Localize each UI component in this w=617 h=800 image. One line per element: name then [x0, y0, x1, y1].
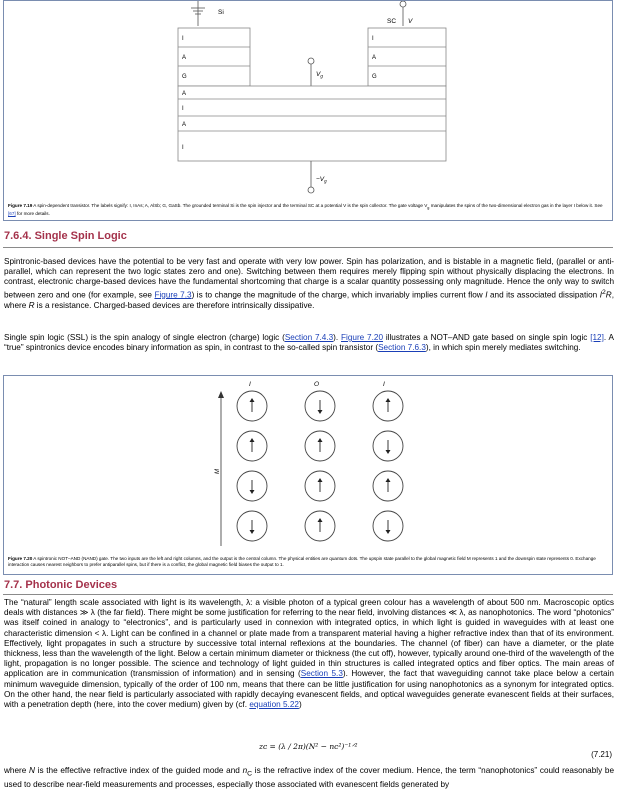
section-rule	[3, 247, 613, 248]
left-layer-a: A	[182, 55, 187, 61]
right-stack	[368, 28, 446, 86]
lower-stack	[178, 86, 446, 161]
quantum-dot-upspin	[305, 511, 335, 541]
gate-terminal	[308, 58, 314, 64]
section-rule-2	[3, 594, 613, 595]
neg-vg-label: $-V_g$	[316, 176, 327, 184]
left-layer-g: G	[182, 74, 187, 80]
sc-terminal	[400, 1, 406, 7]
field-arrow-head	[218, 391, 224, 398]
quantum-dot-upspin	[373, 471, 403, 501]
input-right-label: I	[383, 381, 385, 388]
paragraph-photonics: The “natural” length scale associated with light is its wavelength, λ: a visible photon of a typical green colour has a wavelength of about 500 nm. Macroscopic optics deals with distances ≫ λ (the far field). There might be some justification for referring to the near field, involving distances ≪ λ, as nanophotonics. The word “photonics” was itself coined in analogy to “electronics”, and is particularly used in connexion with integrated optics, in which light is guided in waveguides with at least one characteristic dimension < λ. Light can be confined in a channel or plate made from a transparent material having a higher refractive index than that of its environment. Effectively, light propagates in such a structure by successive total internal reflexions at the boundaries. The channel (of fiber) can have a diameter, or the plate thickness, less than the wavelength of the light. Below a certain minimum diameter or thickness (the cut off), however, typically around one-third of the wavelength of the light, propagation is no longer possible. The science and technology of light guided in thin structures is called integrated optics and fiber optics. The main areas of application are in communication (transmission of information) and in sensing (Section 5.3). However, the fact that waveguiding cannot take place below a certain minimum waveguide dimension, typically of the order of 100 nm, means that there can be little justification for using nanophotonics as a synonym for integrated optics. On the other hand, the near field is particularly associated with rapidly decaying evanescent fields, and optical waveguides generate evanescent fields at their surfaces, with a penetration depth (here, into the cover medium) given by (cf. equation 5.22)	[4, 598, 614, 710]
figure-7-19	[3, 0, 613, 221]
equation-5-22-link[interactable]: equation 5.22	[249, 700, 299, 710]
right-layer-i: I	[372, 36, 374, 42]
equation-number: (7.21)	[591, 750, 612, 759]
right-layer-g: G	[372, 74, 377, 80]
figure-7-20-caption: Figure 7.20 A spintronic NOT–AND (NAND) gate. The two inputs are the left and right columns, and the output is the central column. The physical entities are quantum dots. The upspin state parallel to the global magnetic field M represents 1 and the downspin state represents 0. Exchange interaction causes nearest neighbors to prefer antiparallel spins, but if there is a conflict, the global magnetic field biases the output to 1.	[8, 556, 596, 567]
section-title-7-6-4: 7.6.4. Single Spin Logic	[4, 230, 127, 242]
figure-7-19-caption: Figure 7.19 A spin-dependent transistor. The labels signify: I, InAs; A, AlSb; G, GaSb. The grounded terminal Si is the spin injector and the terminal SC at a potential V is the spin collector. The gate voltage $V_g$ manipulates the spins of the two-dimensional electron gas in the layer I below it. See [67] for more details.	[8, 203, 603, 216]
paragraph-nanophotonics: where N is the effective refractive index of the guided mode and $n_C$ is the refractive index of the cover medium. Hence, the term “nanophotonics” could reasonably be used to describe near-field measurements and processes, especially those associated with evanescent fields generated by	[4, 766, 615, 789]
figure-7-20-link[interactable]: Figure 7.20	[341, 333, 383, 342]
ref-67-link[interactable]: [67]	[8, 210, 16, 216]
quantum-dot-upspin	[237, 391, 267, 421]
quantum-dot-upspin	[237, 431, 267, 461]
section-5-3-link[interactable]: Section 5.3	[300, 669, 343, 679]
quantum-dot-downspin	[373, 511, 403, 541]
left-stack	[178, 28, 250, 86]
spin-nand-gate-diagram	[4, 376, 612, 554]
field-label: M	[215, 469, 221, 474]
section-title-7-7: 7.7. Photonic Devices	[4, 579, 118, 591]
paragraph-spintronic: Spintronic-based devices have the potential to be very fast and operate with very low power. Spin has polarization, and is bistable in a magnetic field, (parallel or anti-parallel, which can represent the two logic states zero and one). Switching between them requires merely flipping spin without physically displacing the electrons. In contrast, electronic charge-based devices have the fundamental shortcoming that charge is a scalar quantity possessing only magnitude. Hence the only way to switch between zero and one (for example, see Figure 7.3) is to change the magnitude of the charge, which invariably implies current flow I and its associated dissipation $I^2R$, where R is a resistance. Charged-based devices are therefore intrinsically dissipative.	[4, 257, 614, 310]
lower-layer-a2: A	[182, 122, 187, 128]
figure-7-20	[3, 375, 613, 575]
equation-formula: zᴄ = (λ / 2π)(N² − nᴄ²)⁻¹ᐟ²	[259, 742, 358, 751]
equation-7-21	[4, 742, 614, 764]
lower-layer-i1: I	[182, 106, 184, 112]
quantum-dot-downspin	[237, 471, 267, 501]
input-left-label: I	[249, 381, 251, 388]
quantum-dot-upspin	[305, 471, 335, 501]
lower-layer-i2: I	[182, 145, 184, 151]
spin-transistor-diagram	[4, 1, 612, 201]
paragraph-ssl: Single spin logic (SSL) is the spin analogy of single electron (charge) logic (Section 7.4.3). Figure 7.20 illustrates a NOT–AND gate based on single spin logic [12]. A “true” spintronics device encodes binary information as spin, in contrast to the so-called spin transistor (Section 7.6.3), in which spin merely mediates switching.	[4, 333, 615, 353]
vg-label: $V_g$	[316, 71, 323, 79]
quantum-dot-downspin	[373, 431, 403, 461]
quantum-dot-downspin	[305, 391, 335, 421]
quantum-dot-upspin	[305, 431, 335, 461]
figure-7-3-link[interactable]: Figure 7.3	[154, 290, 192, 300]
output-label: O	[314, 381, 320, 388]
bottom-gate-terminal	[308, 187, 314, 193]
si-label: Si	[218, 9, 224, 16]
ref-12-link[interactable]: [12]	[590, 333, 604, 342]
sc-label: SC	[387, 18, 397, 25]
lower-layer-a1: A	[182, 91, 187, 97]
quantum-dot-upspin	[373, 391, 403, 421]
quantum-dot-grid	[237, 391, 403, 541]
section-7-4-3-link[interactable]: Section 7.4.3	[284, 333, 334, 342]
right-layer-a: A	[372, 55, 377, 61]
quantum-dot-downspin	[237, 511, 267, 541]
section-7-6-3-link[interactable]: Section 7.6.3	[378, 343, 426, 353]
left-layer-i: I	[182, 36, 184, 42]
v-label: V	[408, 18, 413, 25]
